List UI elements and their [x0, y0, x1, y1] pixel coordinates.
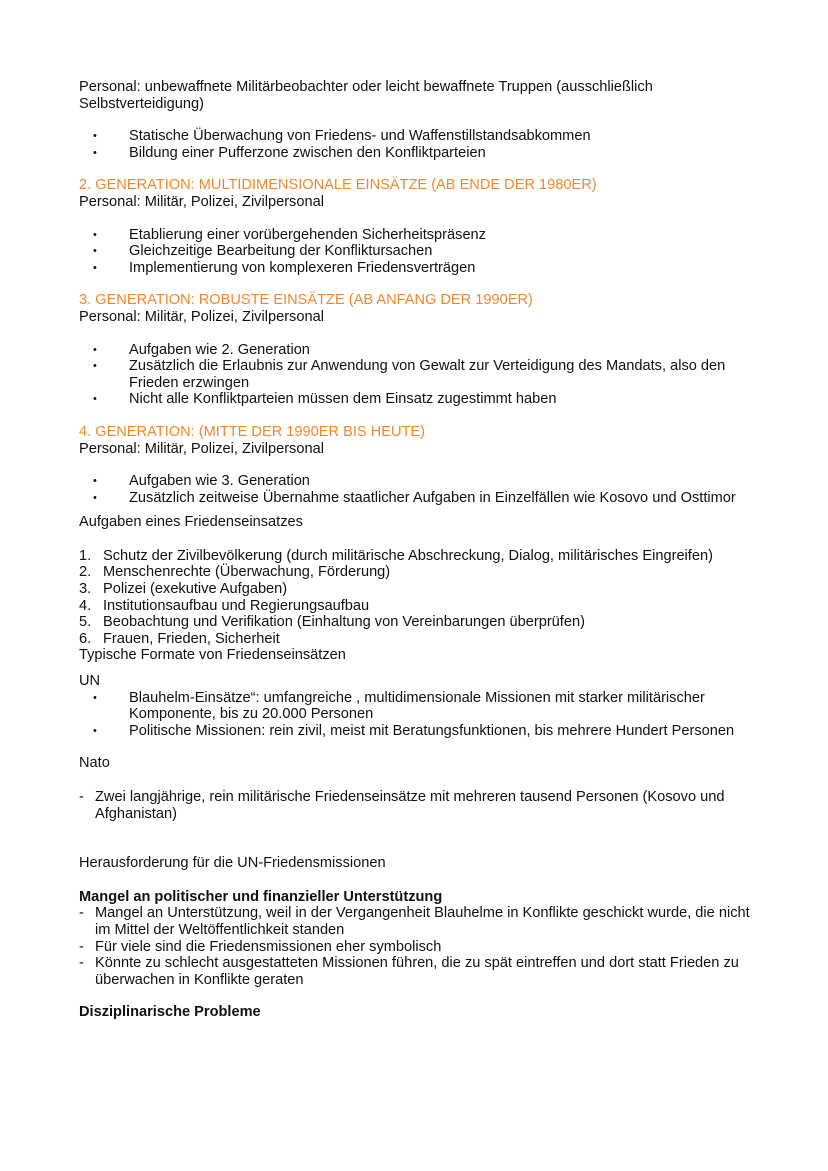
intro-personnel: Personal: unbewaffnete Militärbeobachter oder leicht bewaffnete Truppen (ausschließlich Selbstverteidigung) — [79, 79, 653, 112]
list-item: - Für viele sind die Friedensmissionen eher symbolisch — [79, 938, 442, 955]
gen2-bullet-list — [79, 227, 759, 277]
document-page — [79, 79, 759, 1021]
list-item: 3. Polizei (exekutive Aufgaben) — [79, 581, 288, 598]
list-item: 1. Schutz der Zivilbevölkerung (durch militärische Abschreckung, Dialog, militärisches Eingreifen) — [79, 547, 713, 564]
dash-marker: - — [79, 789, 84, 805]
un-heading: UN — [79, 673, 101, 690]
list-item: • Blauhelm-Einsätze“: umfangreiche , multidimensionale Missionen mit starker militärischer Komponente, bis zu 20.000 Personen — [93, 689, 705, 723]
bullet-marker: • — [93, 393, 97, 406]
list-item: • Zusätzlich zeitweise Übernahme staatlicher Aufgaben in Einzelfällen wie Kosovo und Osttimor — [93, 489, 736, 506]
list-item: • Implementierung von komplexeren Friedensverträgen — [93, 259, 476, 276]
gen3-personnel: Personal: Militär, Polizei, Zivilpersonal — [79, 308, 324, 325]
dash-marker: - — [79, 938, 84, 955]
bullet-marker: • — [93, 228, 97, 241]
gen2-personnel: Personal: Militär, Polizei, Zivilpersonal — [79, 193, 324, 210]
list-item: • Politische Missionen: rein zivil, meist mit Beratungsfunktionen, bis mehrere Hundert Personen — [93, 722, 735, 739]
gen3-heading: 3. GENERATION: ROBUSTE EINSÄTZE (AB ANFANG DER 1990ER) — [79, 292, 533, 309]
nato-heading: Nato — [79, 755, 110, 772]
list-item: • Bildung einer Pufferzone zwischen den Konfliktparteien — [93, 144, 486, 161]
bullet-marker: • — [93, 491, 97, 504]
gen4-bullet-list — [79, 473, 759, 506]
list-item: • Aufgaben wie 3. Generation — [93, 473, 310, 490]
list-item: - Könnte zu schlecht ausgestatteten Missionen führen, die zu spät eintreffen und dort statt Frieden zu überwachen in Konflikte geraten — [79, 955, 739, 988]
list-item: 6. Frauen, Frieden, Sicherheit — [79, 630, 280, 647]
gen2-heading: 2. GENERATION: MULTIDIMENSIONALE EINSÄTZE (AB ENDE DER 1980ER) — [79, 177, 597, 194]
list-item: 5. Beobachtung und Verifikation (Einhaltung von Vereinbarungen überprüfen) — [79, 614, 585, 631]
bullet-marker: • — [93, 360, 97, 373]
challenges-heading: Herausforderung für die UN-Friedensmissionen — [79, 855, 386, 872]
list-item: 4. Institutionsaufbau und Regierungsaufbau — [79, 597, 370, 614]
dash-marker: - — [79, 955, 84, 972]
gen4-heading: 4. GENERATION: (MITTE DER 1990ER BIS HEUTE) — [79, 423, 425, 440]
formats-heading: Typische Formate von Friedenseinsätzen — [79, 647, 346, 664]
tasks-numbered-list — [79, 548, 759, 648]
gen3-bullet-list — [79, 342, 759, 408]
list-item: • Zusätzlich die Erlaubnis zur Anwendung von Gewalt zur Verteidigung des Mandats, also den Frieden erzwingen — [93, 358, 726, 391]
list-item: • Gleichzeitige Bearbeitung der Konfliktursachen — [93, 243, 433, 260]
intro-bullet-list — [79, 128, 759, 161]
list-item: • Etablierung einer vorübergehenden Sicherheitspräsenz — [93, 226, 486, 243]
lack-heading: Mangel an politischer und finanzieller Unterstützung — [79, 888, 443, 905]
bullet-marker: • — [93, 130, 97, 143]
un-bullet-list — [79, 690, 759, 740]
dash-marker: - — [79, 905, 84, 922]
bullet-marker: • — [93, 724, 97, 737]
bullet-marker: • — [93, 691, 97, 704]
nato-dash-list — [79, 789, 759, 822]
list-item: • Aufgaben wie 2. Generation — [93, 341, 310, 358]
list-item: • Nicht alle Konfliktparteien müssen dem Einsatz zugestimmt haben — [93, 391, 557, 408]
bullet-marker: • — [93, 261, 97, 274]
list-item: • Statische Überwachung von Friedens- und Waffenstillstandsabkommen — [93, 128, 591, 145]
bullet-marker: • — [93, 245, 97, 258]
discipline-heading: Disziplinarische Probleme — [79, 1004, 261, 1021]
bullet-marker: • — [93, 343, 97, 356]
lack-dash-list — [79, 905, 759, 988]
gen4-personnel: Personal: Militär, Polizei, Zivilpersonal — [79, 440, 324, 457]
bullet-marker: • — [93, 475, 97, 488]
list-item: 2. Menschenrechte (Überwachung, Förderung) — [79, 564, 391, 581]
bullet-marker: • — [93, 146, 97, 159]
list-item: - Mangel an Unterstützung, weil in der Vergangenheit Blauhelme in Konflikte geschickt wurde, die nicht im Mittel der Weltöffentlichkeit standen — [79, 905, 750, 938]
tasks-heading: Aufgaben eines Friedenseinsatzes — [79, 514, 303, 531]
list-item: - Zwei langjährige, rein militärische Friedenseinsätze mit mehreren tausend Personen (Kosovo und Afghanistan) — [79, 789, 725, 822]
